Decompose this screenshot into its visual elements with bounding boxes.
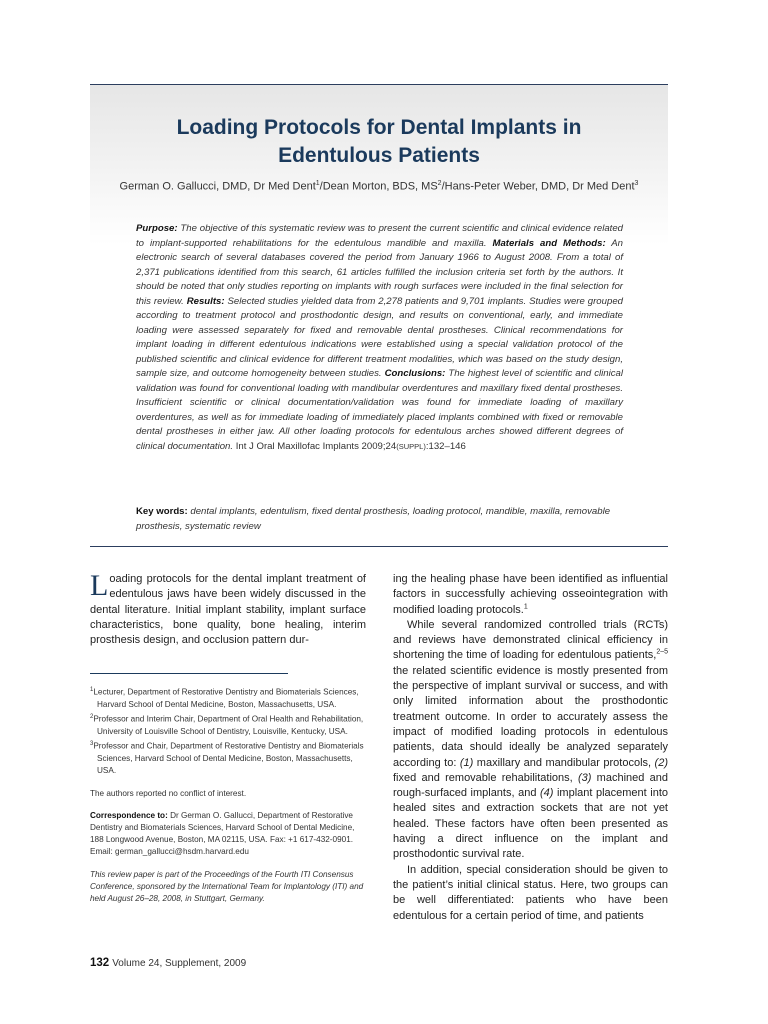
body-text: fixed and removable rehabilitations, [393,771,578,784]
citation-marker: 1 [523,602,528,610]
keywords [136,505,623,534]
footnote-text: Professor and Interim Chair, Department of Oral Health and Rehabilitation, University of Louisville School of Dentistry, Louisville, Kentucky, USA. [93,714,364,737]
footnote-3 [90,738,368,777]
correspondence [90,810,368,859]
proceedings-note: This review paper is part of the Proceedings of the Fourth ITI Consensus Conference, sponsored by the International Team for Implantology (ITI) and held August 26–28, 2008, in Stuttgart, Germany. [90,869,364,904]
footnote-marker: 3 [90,741,94,748]
body-text: the related scientific evidence is mostly presented from the perspective of implant survival or success, and with only limited information about the prosthodontic treatment outcome. In order to accurately assess the impact of modified loading protocols in edentulous patients, data should ideally be analyzed separately according to: [393,664,668,769]
abstract-methods: An electronic search of several databases covered the period from January 1966 to August 2008. From a total of 2,371 publications identified from this search, 61 articles fulfilled the inclusion criteria set forth by the authors. It should be noted that only studies reporting on implants with rough surfaces were included in the final selection for this review. [136,237,623,307]
abstract [136,222,623,454]
citation-marker: 2–5 [656,648,668,656]
body-paragraph [90,569,366,648]
list-number: (1) [459,756,474,769]
abstract-citation: Int J Oral Maxillofac Implants 2009;24 [233,440,397,452]
abstract-conclusions: The highest level of scientific and clinical validation was found for conventional loading with mandibular overdentures and maxillary fixed dental prostheses. Insufficient scientific or clinical documentation/validation was found for immediate loading of maxillary overdentures, as well as for immediate loading of immediately placed implants combined with fixed or removable dental prostheses in either jaw. All other loading protocols for edentulous arches showed different degrees of clinical documentation. [136,368,623,452]
title-line-2: Edentulous Patients [278,144,480,167]
conflict-statement: The authors reported no conflict of interest. [90,788,247,798]
abstract-methods-label: Materials and Methods: [492,237,606,249]
list-number: (3) [577,771,592,784]
footnote-2 [90,711,368,738]
list-number: (2) [654,756,668,769]
author-3: /Hans-Peter Weber, DMD, Dr Med Dent [441,180,635,193]
journal-issue: Volume 24, Supplement, 2009 [112,958,247,969]
title-line-1: Loading Protocols for Dental Implants in [176,116,582,139]
body-column-right [393,572,668,924]
author-2: /Dean Morton, BDS, MS [319,180,438,193]
footnote-1 [90,684,368,711]
footnotes [90,684,368,905]
abstract-conclusions-label: Conclusions: [384,368,446,379]
author-list [90,180,668,193]
abstract-purpose: The objective of this systematic review was to present the current scientific and clinical evidence related to implant-supported rehabilitations for the edentulous mandible and maxilla. [136,223,623,249]
body-text: oading protocols for the dental implant treatment of edentulous jaws have been widely discussed in the dental literature. Initial implant stability, implant surface characteristics, bone quality, bone healing, interim prosthesis design, and occlusion pattern dur- [90,573,366,647]
body-column-left [90,569,366,648]
body-text: While several randomized controlled trials (RCTs) and reviews have demonstrated clinical efficiency in shortening the time of loading for edentulous patients, [393,618,668,662]
footnote-marker: 2 [90,714,94,721]
page-number: 132 [90,957,110,969]
abstract-citation-pages: :132–146 [425,440,466,452]
keywords-label: Key words: [136,506,188,517]
abstract-citation-suppl: (SUPPL) [396,441,426,451]
keywords-text: dental implants, edentulism, fixed dental prosthesis, loading protocol, mandible, maxilla, removable prosthesis, systematic review [136,506,611,532]
body-paragraph [393,572,668,618]
abstract-results-label: Results: [186,295,225,307]
body-paragraph [393,618,668,863]
drop-cap: L [90,569,109,602]
body-paragraph: In addition, special consideration should be given to the patient’s initial clinical status. Here, two groups can be well differentiated: patients who have been edentulous for a certain period of time, and patients [393,863,668,922]
author-3-affiliation: 3 [634,180,639,187]
article-title [90,114,668,170]
author-1-affiliation: 1 [315,180,320,187]
footnote-marker: 1 [90,687,94,693]
body-text: machined and rough-surfaced implants, and [393,771,668,800]
correspondence-text: Dr German O. Gallucci, Department of Restorative Dentistry and Biomaterials Sciences, Harvard School of Dental Medicine, 188 Longwood Avenue, Boston, MA 02115, USA. Fax: +1 617-432-0901. Email: german_gallucci@hsdm.harvard.edu [90,810,355,857]
body-text: implant placement into healed sites and extraction sockets that are not yet healed. These factors have often been presented as having a direct influence on the implant and prosthodontic survival rate. [393,787,668,861]
abstract-results: Selected studies yielded data from 2,278 patients and 9,701 implants. Studies were grouped according to treatment protocol and prosthodontic design, and results on conventional, early, and immediate loading were assessed separately for fixed and removable dental prostheses. Clinical recommendations for implant loading in different edentulous indications were established using a special validation protocol of the published scientific and clinical evidence for different treatment modalities, which was based on the study design, sample size, and outcome homogeneity between studies. [136,295,623,379]
author-2-affiliation: 2 [437,180,442,187]
correspondence-label: Correspondence to: [90,810,168,820]
abstract-purpose-label: Purpose: [136,223,178,234]
footnote-text: Lecturer, Department of Restorative Dentistry and Biomaterials Sciences, Harvard School of Dental Medicine, Boston, Massachusetts, USA. [93,687,359,709]
footnote-text: Professor and Chair, Department of Restorative Dentistry and Biomaterials Sciences, Harvard School of Dental Medicine, Boston, Massachusetts, USA. [93,742,364,776]
footnote-divider [90,673,288,674]
list-number: (4) [539,787,554,800]
author-1: German O. Gallucci, DMD, Dr Med Dent [119,180,316,193]
body-text: ing the healing phase have been identified as influential factors in successfully achieving osseointegration with modified loading protocols. [393,573,668,616]
body-text: maxillary and mandibular protocols, [473,756,655,769]
page-footer [90,957,246,969]
